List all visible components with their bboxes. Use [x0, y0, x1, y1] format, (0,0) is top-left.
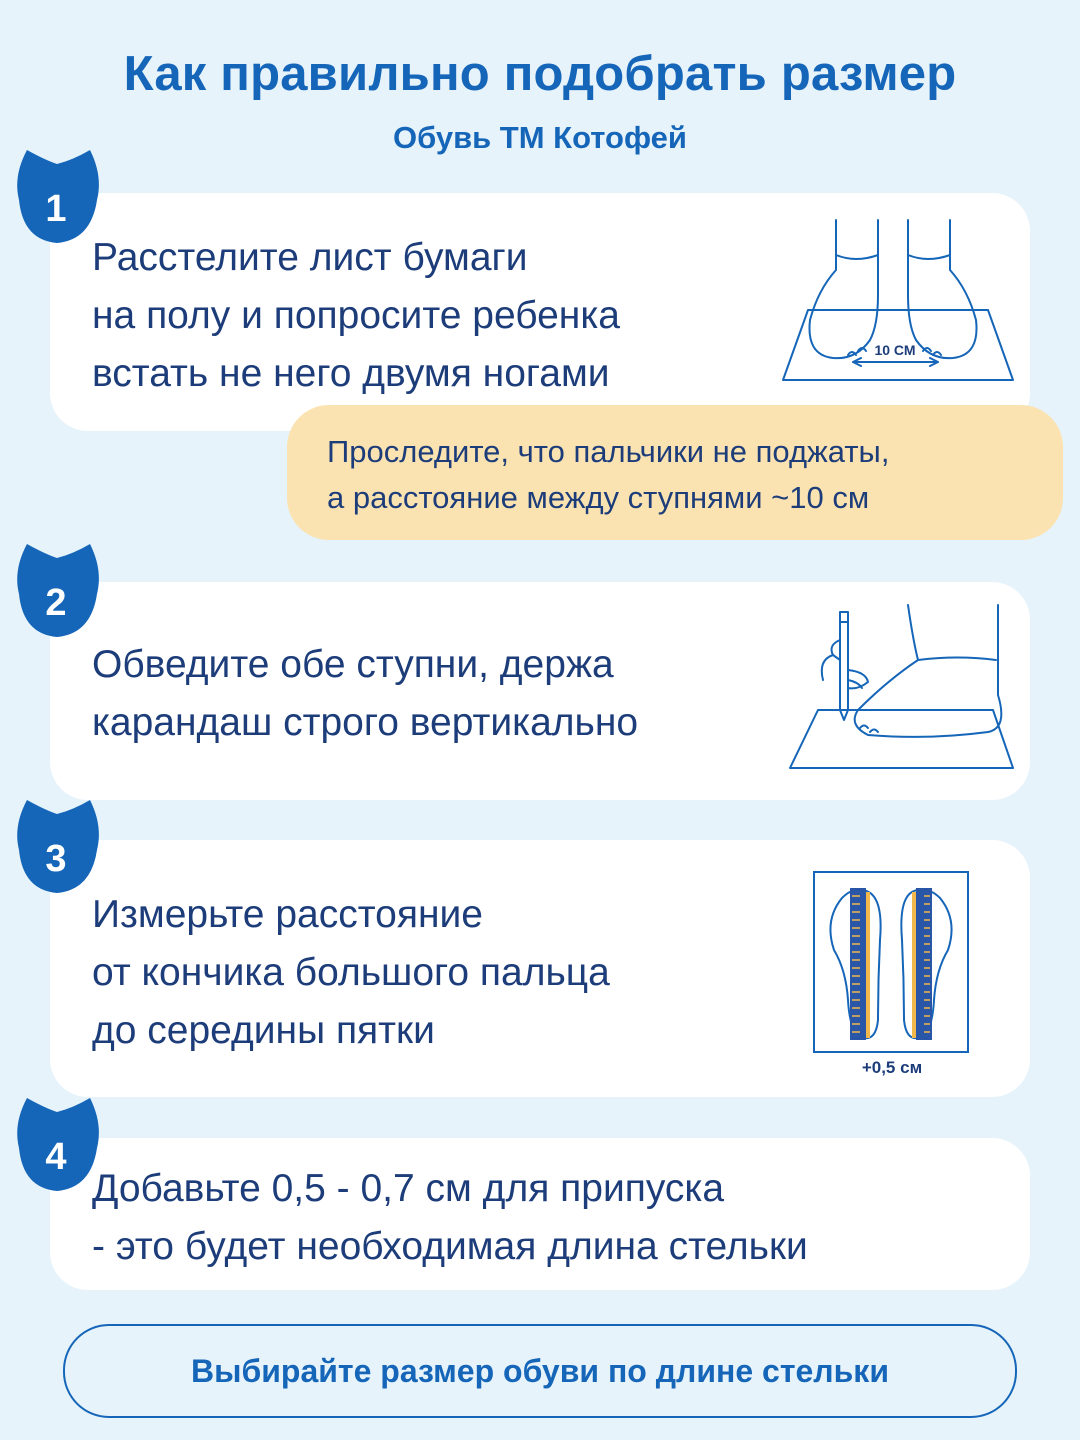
step-1-line-3: встать не него двумя ногами [92, 352, 610, 395]
step-4-line-2: - это будет необходимая длина стельки [92, 1225, 808, 1268]
step-1-line-1: Расстелите лист бумаги [92, 236, 528, 279]
tip-note [287, 405, 1063, 540]
tip-line-2: а расстояние между ступнями ~10 см [327, 480, 870, 515]
step-1-number: 1 [45, 188, 67, 230]
step-1-badge [15, 148, 105, 248]
step-2-number: 2 [45, 582, 67, 624]
size-tip-banner-label: Выбирайте размер обуви по длине стельки [191, 1352, 889, 1389]
step-2-line-1: Обведите обе ступни, держа [92, 643, 614, 686]
tip-line-1: Проследите, что пальчики не поджаты, [327, 434, 890, 469]
step-2-line-2: карандаш строго вертикально [92, 701, 639, 744]
step-4-number: 4 [45, 1136, 67, 1178]
ruler-footprints-icon [812, 870, 972, 1085]
step-2-badge [15, 542, 105, 642]
step-3-text [92, 886, 610, 1060]
size-tip-banner [63, 1324, 1017, 1418]
step-1-card [50, 193, 1030, 431]
step-1-text [92, 229, 620, 403]
step-3-line-1: Измерьте расстояние [92, 893, 483, 936]
step-4-line-1: Добавьте 0,5 - 0,7 см для припуска [92, 1167, 725, 1210]
page-title: Как правильно подобрать размер [123, 47, 957, 101]
feet-on-paper-icon [778, 215, 1018, 385]
step-4-badge [15, 1096, 105, 1196]
distance-label: 10 СМ [874, 342, 916, 358]
step-1-line-2: на полу и попросите ребенка [92, 294, 620, 337]
step-3-line-2: от кончика большого пальца [92, 951, 610, 994]
step-2-card [50, 582, 1030, 800]
step-3-badge [15, 798, 105, 898]
page-subtitle: Обувь ТМ Котофей [392, 120, 687, 155]
step-4-text [92, 1160, 808, 1276]
allowance-label: +0,5 см [861, 1058, 923, 1077]
step-3-card [50, 840, 1030, 1097]
step-4-card [50, 1138, 1030, 1290]
step-3-line-3: до середины пятки [92, 1009, 435, 1052]
tracing-foot-icon [788, 600, 1028, 775]
step-2-text [92, 636, 638, 752]
step-3-number: 3 [45, 838, 67, 880]
